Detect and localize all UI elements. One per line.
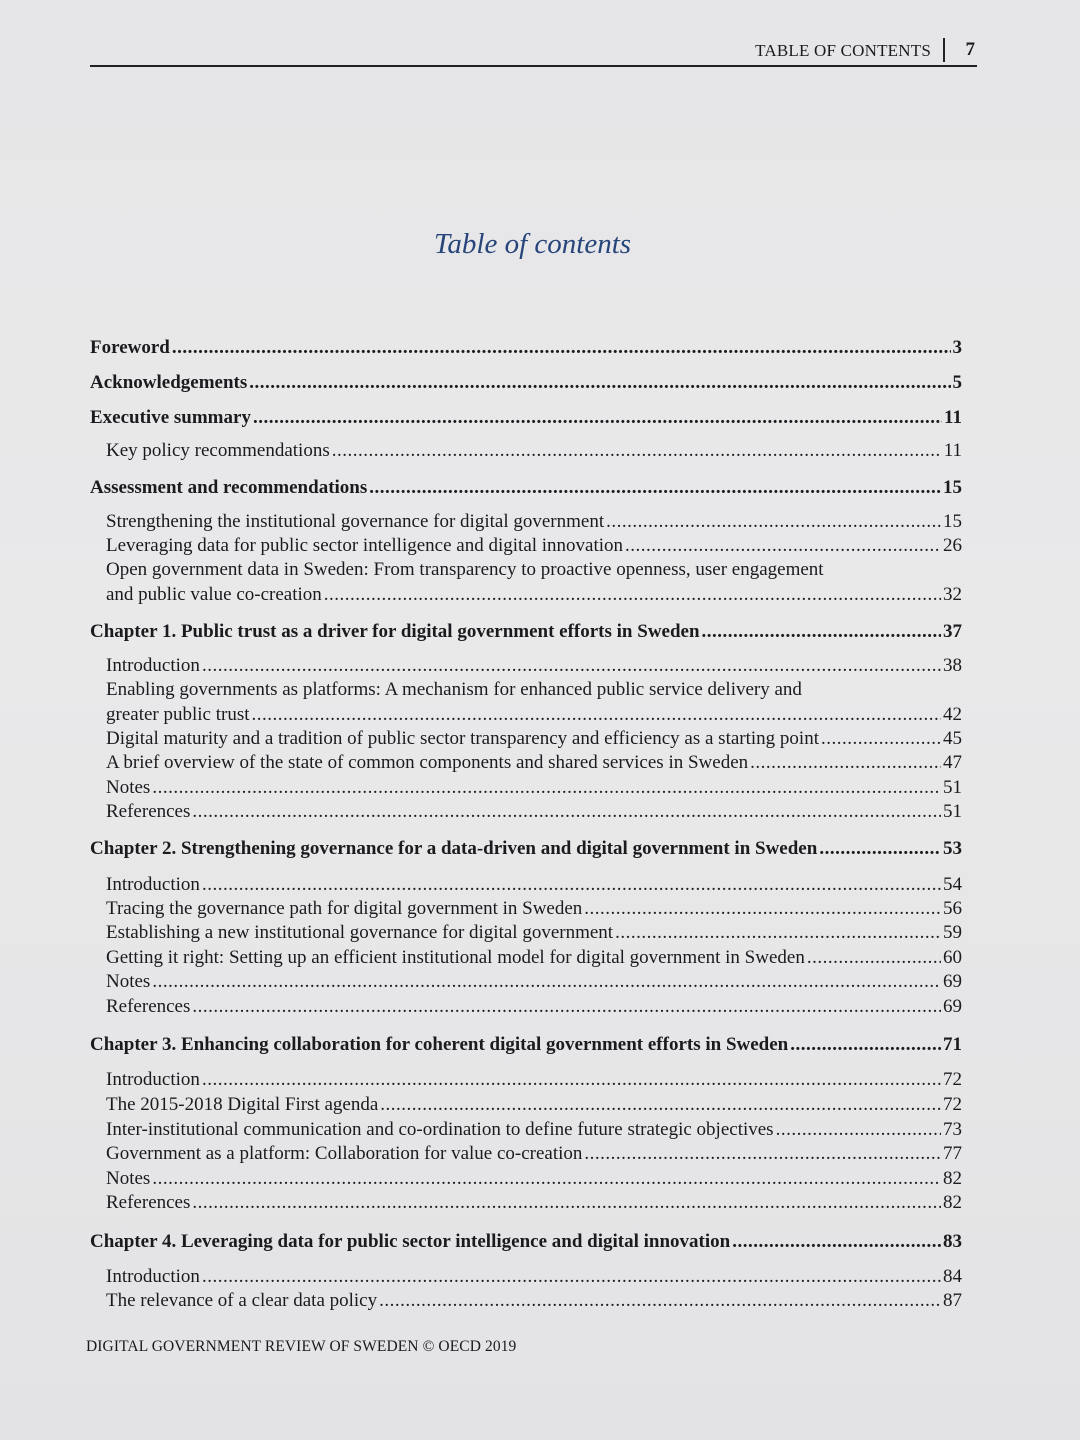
toc-leader-dots <box>584 898 941 920</box>
toc-entry-page: 15 <box>943 511 962 532</box>
toc-entry-chapter-1[interactable] <box>90 621 962 643</box>
header-divider <box>943 38 945 62</box>
toc-entry-page: 37 <box>943 621 962 642</box>
toc-leader-dots <box>379 1290 941 1312</box>
toc-entry-ch4-data-policy[interactable] <box>90 1290 962 1312</box>
toc-entry-title: and public value co-creation <box>106 584 322 605</box>
toc-entry-chapter-4[interactable] <box>90 1231 962 1253</box>
toc-leader-dots <box>584 1143 941 1165</box>
toc-entry-title: A brief overview of the state of common components and shared services in Sweden <box>106 752 749 773</box>
toc-entry-page: 69 <box>943 996 962 1017</box>
toc-entry-chapter-3[interactable] <box>90 1034 962 1056</box>
toc-entry-title: Chapter 1. Public trust as a driver for digital government efforts in Sweden <box>90 621 700 642</box>
toc-leader-dots <box>192 801 941 823</box>
toc-entry-foreword[interactable] <box>90 337 962 359</box>
toc-leader-dots <box>732 1231 941 1253</box>
toc-leader-dots <box>606 511 941 533</box>
toc-entry-ch1-digital-maturity[interactable] <box>90 728 962 750</box>
toc-entry-acknowledgements[interactable] <box>90 372 962 394</box>
toc-entry-title: Government as a platform: Collaboration for value co-creation <box>106 1143 583 1164</box>
toc-entry-page: 53 <box>943 838 962 859</box>
toc-entry-title: Executive summary <box>90 407 251 428</box>
toc-entry-title: Introduction <box>106 874 200 895</box>
toc-leader-dots <box>332 440 942 462</box>
toc-entry-chapter-2[interactable] <box>90 838 962 860</box>
toc-entry-page: 3 <box>952 337 962 358</box>
toc-leader-dots <box>821 728 941 750</box>
toc-entry-title: Chapter 4. Leveraging data for public sector intelligence and digital innovation <box>90 1231 731 1252</box>
toc-entry-page: 82 <box>943 1168 962 1189</box>
toc-entry-title: Acknowledgements <box>90 372 248 393</box>
toc-leader-dots <box>202 1069 941 1091</box>
toc-entry-title: Leveraging data for public sector intelligence and digital innovation <box>106 535 624 556</box>
toc-entry-page: 15 <box>943 477 962 498</box>
toc-leader-dots <box>252 704 941 726</box>
toc-leader-dots <box>819 838 941 860</box>
toc-entry-title: Inter-institutional communication and co-ordination to define future strategic objectives <box>106 1119 774 1140</box>
toc-entry-ch3-platform[interactable] <box>90 1143 962 1165</box>
toc-entry-title: Foreword <box>90 337 170 358</box>
toc-entry-title: Introduction <box>106 655 200 676</box>
toc-entry-page: 11 <box>944 407 962 428</box>
toc-entry-page: 60 <box>943 947 962 968</box>
toc-entry-open-government-data[interactable] <box>90 584 962 606</box>
toc-entry-page: 83 <box>943 1231 962 1252</box>
toc-leader-dots <box>249 372 950 394</box>
toc-entry-title: The relevance of a clear data policy <box>106 1290 378 1311</box>
toc-entry-ch3-notes[interactable] <box>90 1168 962 1190</box>
toc-leader-dots <box>202 655 941 677</box>
page-footer: DIGITAL GOVERNMENT REVIEW OF SWEDEN © OECD 2019 <box>86 1338 517 1355</box>
toc-entry-page: 77 <box>943 1143 962 1164</box>
toc-entry-lead-line: Enabling governments as platforms: A mechanism for enhanced public service delivery and <box>106 679 802 700</box>
toc-entry-page: 59 <box>943 922 962 943</box>
toc-entry-page: 54 <box>943 874 962 895</box>
toc-entry-title: Tracing the governance path for digital government in Sweden <box>106 898 583 919</box>
toc-leader-dots <box>615 922 941 944</box>
toc-leader-dots <box>790 1034 941 1056</box>
toc-entry-page: 11 <box>943 440 962 461</box>
toc-leader-dots <box>369 477 941 499</box>
toc-entry-title: Digital maturity and a tradition of public sector transparency and efficiency as a starting point <box>106 728 819 749</box>
toc-entry-key-policy[interactable] <box>90 440 962 462</box>
toc-entry-title: References <box>106 1192 191 1213</box>
toc-leader-dots <box>192 1192 941 1214</box>
toc-entry-title: The 2015-2018 Digital First agenda <box>106 1094 379 1115</box>
toc-entry-ch3-inter-institutional[interactable] <box>90 1119 962 1141</box>
toc-entry-ch1-platforms[interactable] <box>90 704 962 726</box>
toc-leader-dots <box>172 337 951 359</box>
toc-entry-strengthening-institutional[interactable] <box>90 511 962 533</box>
toc-entry-title: Strengthening the institutional governance for digital government <box>106 511 605 532</box>
toc-leader-dots <box>192 996 941 1018</box>
toc-entry-ch1-notes[interactable] <box>90 777 962 799</box>
toc-entry-page: 32 <box>943 584 962 605</box>
toc-entry-ch2-governance-path[interactable] <box>90 898 962 920</box>
toc-leader-dots <box>807 947 941 969</box>
toc-entry-title: Key policy recommendations <box>106 440 330 461</box>
toc-leader-dots <box>202 874 941 896</box>
toc-entry-ch3-introduction[interactable] <box>90 1069 962 1091</box>
toc-entry-ch2-getting-it-right[interactable] <box>90 947 962 969</box>
toc-entry-page: 38 <box>943 655 962 676</box>
toc-entry-page: 72 <box>943 1094 962 1115</box>
toc-leader-dots <box>702 621 941 643</box>
toc-entry-page: 45 <box>943 728 962 749</box>
toc-entry-assessment[interactable] <box>90 477 962 499</box>
toc-entry-ch3-references[interactable] <box>90 1192 962 1214</box>
toc-entry-ch4-introduction[interactable] <box>90 1266 962 1288</box>
toc-entry-ch2-references[interactable] <box>90 996 962 1018</box>
toc-entry-executive-summary[interactable] <box>90 407 962 429</box>
toc-entry-page: 69 <box>943 971 962 992</box>
toc-leader-dots <box>152 777 941 799</box>
toc-entry-page: 73 <box>943 1119 962 1140</box>
toc-entry-page: 87 <box>943 1290 962 1311</box>
running-header <box>90 37 977 67</box>
toc-entry-page: 72 <box>943 1069 962 1090</box>
toc-leader-dots <box>202 1266 941 1288</box>
toc-leader-dots <box>750 752 941 774</box>
toc-entry-ch2-new-governance[interactable] <box>90 922 962 944</box>
toc-leader-dots <box>380 1094 941 1116</box>
toc-entry-ch1-common-components[interactable] <box>90 752 962 774</box>
toc-entry-title: greater public trust <box>106 704 250 725</box>
toc-leader-dots <box>152 1168 941 1190</box>
toc-heading: Table of contents <box>433 228 632 260</box>
toc-entry-ch2-notes[interactable] <box>90 971 962 993</box>
toc-leader-dots <box>625 535 941 557</box>
toc-entry-leveraging-data[interactable] <box>90 535 962 557</box>
toc-entry-ch1-introduction[interactable] <box>90 655 962 677</box>
toc-entry-title: References <box>106 996 191 1017</box>
toc-entry-title: Getting it right: Setting up an efficient institutional model for digital government in Sweden <box>106 947 805 968</box>
toc-entry-page: 47 <box>943 752 962 773</box>
page-number: 7 <box>965 39 975 60</box>
toc-entry-title: Notes <box>106 971 151 992</box>
toc-entry-page: 26 <box>943 535 962 556</box>
toc-entry-title: Chapter 3. Enhancing collaboration for coherent digital government efforts in Sweden <box>90 1034 789 1055</box>
toc-entry-title: Introduction <box>106 1069 200 1090</box>
toc-entry-title: Introduction <box>106 1266 200 1287</box>
toc-entry-page: 42 <box>943 704 962 725</box>
toc-entry-page: 84 <box>943 1266 962 1287</box>
running-title: TABLE OF CONTENTS <box>755 41 931 60</box>
toc-entry-title: Chapter 2. Strengthening governance for a data-driven and digital government in Sweden <box>90 838 818 859</box>
toc-entry-page: 82 <box>943 1192 962 1213</box>
toc-entry-lead-line: Open government data in Sweden: From transparency to proactive openness, user engagement <box>106 559 824 580</box>
toc-entry-title: Establishing a new institutional governance for digital government <box>106 922 614 943</box>
toc-leader-dots <box>776 1119 941 1141</box>
toc-entry-page: 56 <box>943 898 962 919</box>
toc-entry-page: 51 <box>943 777 962 798</box>
toc-entry-page: 71 <box>943 1034 962 1055</box>
toc-entry-title: References <box>106 801 191 822</box>
toc-entry-ch1-references[interactable] <box>90 801 962 823</box>
toc-entry-page: 51 <box>943 801 962 822</box>
toc-entry-title: Notes <box>106 1168 151 1189</box>
toc-leader-dots <box>152 971 941 993</box>
toc-entry-page: 5 <box>952 372 962 393</box>
toc-leader-dots <box>324 584 941 606</box>
toc-entry-ch3-digital-first[interactable] <box>90 1094 962 1116</box>
toc-entry-title: Notes <box>106 777 151 798</box>
toc-entry-ch2-introduction[interactable] <box>90 874 962 896</box>
toc-entry-title: Assessment and recommendations <box>90 477 368 498</box>
toc-leader-dots <box>253 407 942 429</box>
